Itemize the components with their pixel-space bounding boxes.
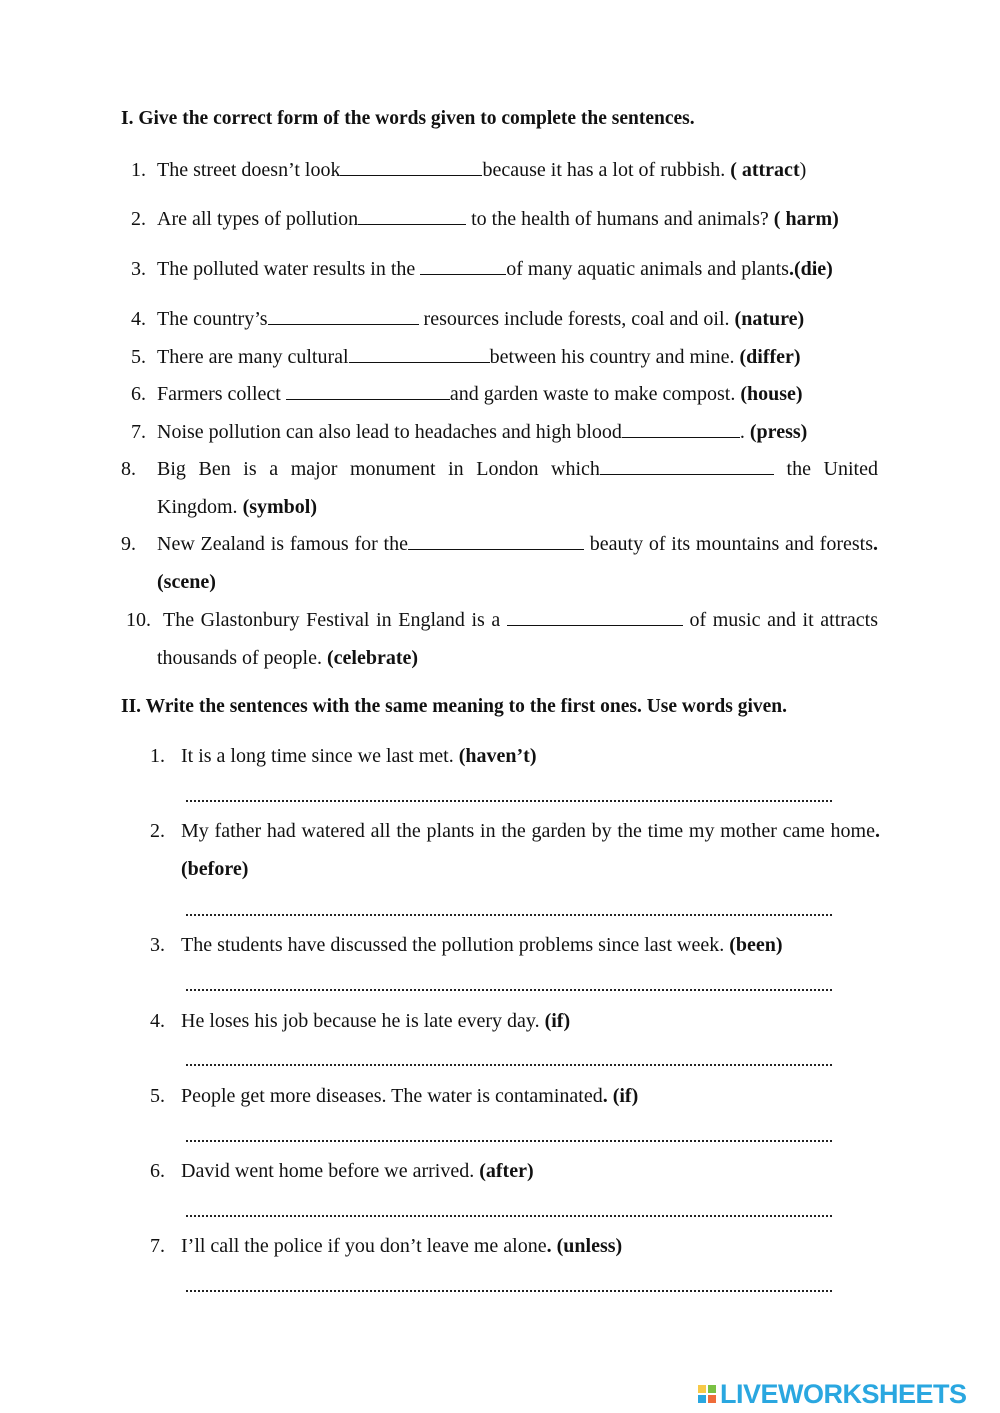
rewrite-question-6: 6. David went home before we arrived. (after)	[150, 1160, 534, 1182]
answer-line-4[interactable]	[186, 1056, 832, 1066]
answer-blank[interactable]	[600, 456, 774, 475]
logo-squares-icon	[698, 1385, 716, 1403]
answer-line-7[interactable]	[186, 1282, 832, 1292]
question-1-4: 4. The country’s resources include forests, coal and oil. (nature)	[131, 308, 805, 330]
answer-line-2[interactable]	[186, 906, 832, 916]
answer-blank[interactable]	[507, 607, 683, 626]
rewrite-question-2: 2. My father had watered all the plants in the garden by the time my mother came home. (before)	[150, 820, 880, 880]
answer-blank[interactable]	[349, 344, 490, 363]
section-2-heading: II. Write the sentences with the same meaning to the first ones. Use words given.	[121, 696, 788, 717]
question-1-10: 10. The Glastonbury Festival in England is a of music and it attracts thousands of people. (celebrate)	[126, 609, 878, 669]
rewrite-question-5: 5. People get more diseases. The water is contaminated. (if)	[150, 1085, 639, 1107]
rewrite-question-1: 1. It is a long time since we last met. (haven’t)	[150, 745, 537, 767]
section-1-heading: I. Give the correct form of the words given to complete the sentences.	[121, 108, 695, 129]
liveworksheets-logo[interactable]	[698, 1378, 967, 1410]
answer-blank[interactable]	[622, 419, 740, 438]
question-1-5: 5. There are many cultural between his country and mine. (differ)	[131, 346, 801, 368]
rewrite-question-4: 4. He loses his job because he is late every day. (if)	[150, 1010, 571, 1032]
question-1-6: 6. Farmers collect and garden waste to make compost. (house)	[131, 383, 803, 405]
question-1-2: 2. Are all types of pollution to the health of humans and animals? ( harm)	[131, 208, 839, 230]
answer-line-6[interactable]	[186, 1207, 832, 1217]
answer-blank[interactable]	[408, 531, 584, 550]
logo-text: LIVEWORKSHEETS	[720, 1378, 967, 1409]
answer-blank[interactable]	[358, 206, 466, 225]
answer-line-5[interactable]	[186, 1132, 832, 1142]
question-number: 1.	[131, 159, 146, 181]
question-1-1: 1. The street doesn’t look because it has a lot of rubbish. ( attract)	[121, 151, 878, 189]
question-1-9: 9. New Zealand is famous for the beauty of its mountains and forests. (scene)	[121, 533, 878, 593]
answer-blank[interactable]	[268, 306, 419, 325]
answer-blank[interactable]	[286, 381, 450, 400]
answer-blank[interactable]	[340, 157, 482, 176]
answer-line-3[interactable]	[186, 981, 832, 991]
rewrite-question-3: 3. The students have discussed the pollution problems since last week. (been)	[150, 934, 783, 956]
answer-line-1[interactable]	[186, 792, 832, 802]
question-1-7: 7. Noise pollution can also lead to headaches and high blood . (press)	[131, 421, 808, 443]
question-1-3: 3. The polluted water results in the of many aquatic animals and plants.(die)	[131, 258, 833, 280]
question-1-8: 8. Big Ben is a major monument in London which the United Kingdom. (symbol)	[121, 458, 878, 518]
answer-blank[interactable]	[420, 256, 506, 275]
rewrite-question-7: 7. I’ll call the police if you don’t leave me alone. (unless)	[150, 1235, 623, 1257]
